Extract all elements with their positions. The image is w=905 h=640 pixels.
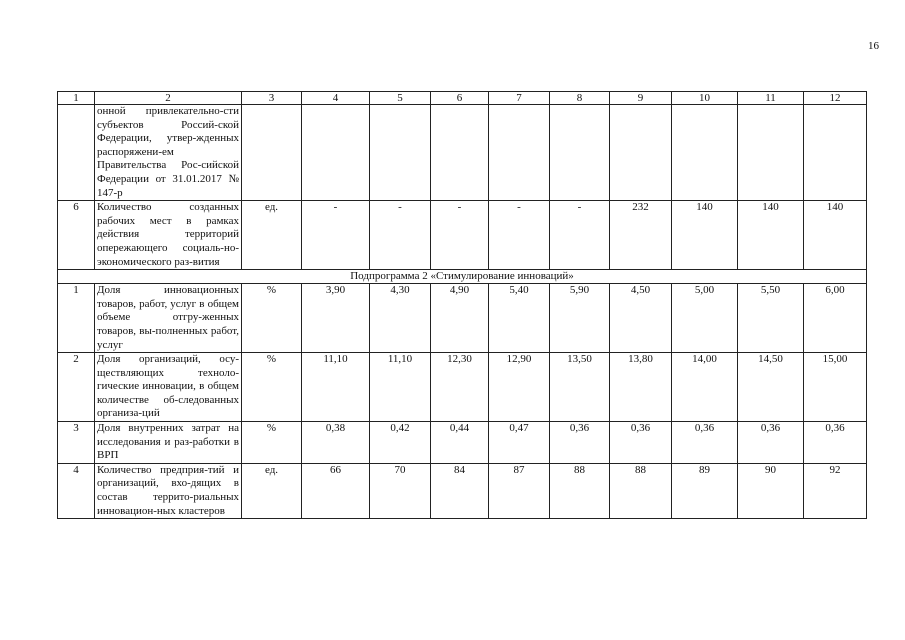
column-header: 5 (370, 92, 431, 105)
column-header: 3 (242, 92, 302, 105)
column-header: 10 (672, 92, 738, 105)
column-header: 11 (738, 92, 804, 105)
value-cell: 0,38 (302, 422, 370, 464)
row-number: 1 (58, 284, 95, 353)
value-cell: 0,36 (550, 422, 610, 464)
value-cell: 0,47 (489, 422, 550, 464)
value-cell: 0,44 (431, 422, 489, 464)
indicator-name: Доля организаций, осу-ществляющих техноло-гические инновации, в общем количестве об-следованных организа-ций (95, 353, 242, 422)
value-cell: 15,00 (804, 353, 867, 422)
value-cell: 5,50 (738, 284, 804, 353)
value-cell (550, 105, 610, 201)
value-cell: 11,10 (302, 353, 370, 422)
table-row (58, 201, 867, 270)
value-cell: 232 (610, 201, 672, 270)
value-cell: - (431, 201, 489, 270)
table-row (58, 105, 867, 201)
value-cell (370, 105, 431, 201)
unit-cell: ед. (242, 201, 302, 270)
indicator-name: Доля инновационных товаров, работ, услуг в общем объеме отгру-женных товаров, вы-полненных работ, услуг (95, 284, 242, 353)
value-cell: 4,90 (431, 284, 489, 353)
row-number (58, 105, 95, 201)
value-cell: 88 (610, 463, 672, 518)
value-cell (610, 105, 672, 201)
column-header: 9 (610, 92, 672, 105)
value-cell (804, 105, 867, 201)
value-cell: 140 (672, 201, 738, 270)
value-cell: 14,50 (738, 353, 804, 422)
value-cell: 4,30 (370, 284, 431, 353)
column-header: 12 (804, 92, 867, 105)
value-cell: 12,30 (431, 353, 489, 422)
value-cell: 0,36 (610, 422, 672, 464)
value-cell: 6,00 (804, 284, 867, 353)
column-numbers-row (58, 92, 867, 105)
value-cell: - (550, 201, 610, 270)
column-header: 7 (489, 92, 550, 105)
table-row (58, 463, 867, 518)
unit-cell: % (242, 422, 302, 464)
value-cell: 0,36 (804, 422, 867, 464)
indicator-name: Доля внутренних затрат на исследования и раз-работки в ВРП (95, 422, 242, 464)
value-cell: 0,42 (370, 422, 431, 464)
indicators-table (57, 91, 867, 519)
row-number: 2 (58, 353, 95, 422)
page-number: 16 (868, 40, 879, 52)
value-cell (672, 105, 738, 201)
table-row (58, 284, 867, 353)
unit-cell: % (242, 284, 302, 353)
value-cell: 14,00 (672, 353, 738, 422)
value-cell: 13,80 (610, 353, 672, 422)
value-cell: 3,90 (302, 284, 370, 353)
value-cell: 88 (550, 463, 610, 518)
value-cell: 92 (804, 463, 867, 518)
value-cell (489, 105, 550, 201)
value-cell: - (302, 201, 370, 270)
value-cell: 12,90 (489, 353, 550, 422)
column-header: 2 (95, 92, 242, 105)
row-number: 4 (58, 463, 95, 518)
value-cell: 66 (302, 463, 370, 518)
value-cell: 5,00 (672, 284, 738, 353)
value-cell: 140 (738, 201, 804, 270)
indicator-name: Количество созданных рабочих мест в рамках действия территорий опережающего социаль-но-экономического раз-вития (95, 201, 242, 270)
value-cell: 140 (804, 201, 867, 270)
row-number: 6 (58, 201, 95, 270)
value-cell: - (370, 201, 431, 270)
value-cell: - (489, 201, 550, 270)
table-row (58, 353, 867, 422)
unit-cell: % (242, 353, 302, 422)
value-cell: 5,90 (550, 284, 610, 353)
value-cell: 0,36 (738, 422, 804, 464)
value-cell: 11,10 (370, 353, 431, 422)
column-header: 1 (58, 92, 95, 105)
subprogram-row (58, 270, 867, 284)
value-cell (431, 105, 489, 201)
value-cell: 13,50 (550, 353, 610, 422)
value-cell (302, 105, 370, 201)
value-cell: 89 (672, 463, 738, 518)
column-header: 4 (302, 92, 370, 105)
value-cell: 90 (738, 463, 804, 518)
value-cell: 0,36 (672, 422, 738, 464)
indicator-name: Количество предприя-тий и организаций, вхо-дящих в состав террито-риальных инновацион-ных кластеров (95, 463, 242, 518)
value-cell: 84 (431, 463, 489, 518)
column-header: 6 (431, 92, 489, 105)
unit-cell (242, 105, 302, 201)
value-cell: 87 (489, 463, 550, 518)
value-cell: 5,40 (489, 284, 550, 353)
table-row (58, 422, 867, 464)
subprogram-title: Подпрограмма 2 «Стимулирование инноваций» (58, 270, 867, 284)
column-header: 8 (550, 92, 610, 105)
indicator-name: онной привлекательно-сти субъектов Россий-ской Федерации, утвер-жденных распоряжени-ем Правительства Рос-сийской Федерации от 31.01.2017 № 147-р (95, 105, 242, 201)
value-cell (738, 105, 804, 201)
unit-cell: ед. (242, 463, 302, 518)
row-number: 3 (58, 422, 95, 464)
value-cell: 70 (370, 463, 431, 518)
value-cell: 4,50 (610, 284, 672, 353)
